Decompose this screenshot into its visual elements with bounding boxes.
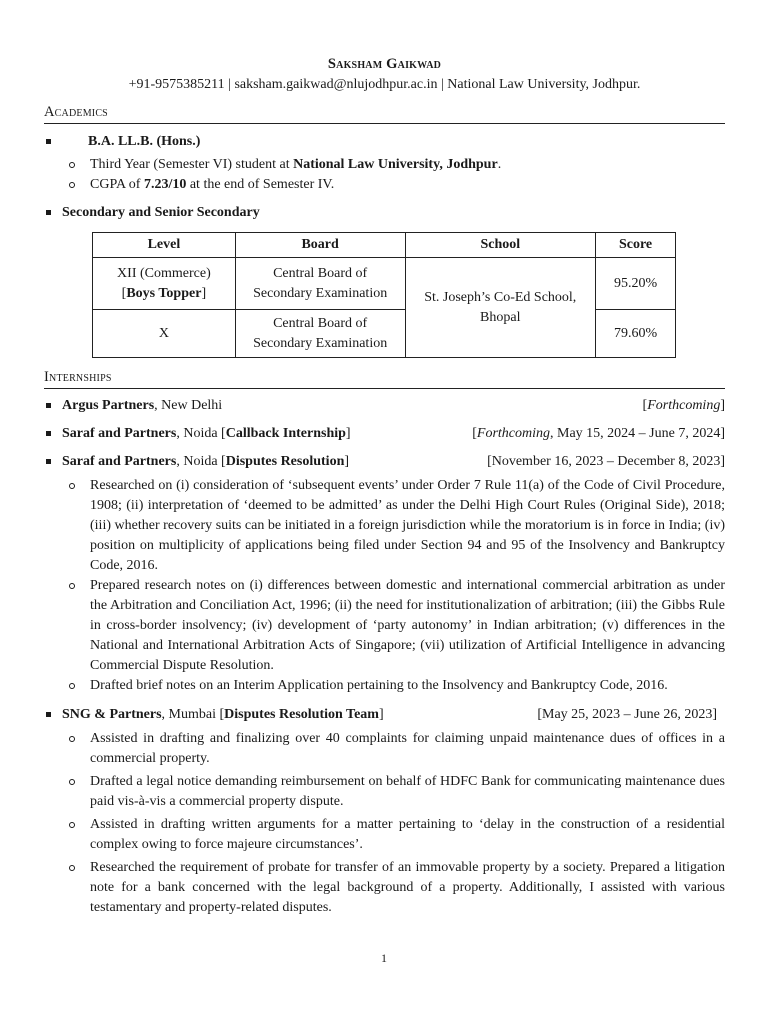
candidate-name: Saksham Gaikwad	[327, 56, 442, 72]
internship-date: [May 25, 2023 – June 26, 2023]	[537, 707, 717, 722]
table-row	[93, 258, 676, 310]
score-cell: 95.20%	[596, 258, 676, 310]
degree-item	[44, 132, 725, 152]
degree-detail-cgpa: CGPA of 7.23/10 at the end of Semester IV.	[44, 175, 725, 195]
score-cell: 79.60%	[596, 310, 676, 358]
table-header-row	[93, 233, 676, 258]
internship-sng: SNG & Partners, Mumbai [Disputes Resolution Team] [May 25, 2023 – June 26, 2023]	[44, 705, 725, 725]
internship-saraf-disputes: Saraf and Partners, Noida [Disputes Resolution] [November 16, 2023 – December 8, 2023]	[44, 452, 725, 472]
degree-detail-year: Third Year (Semester VI) student at National Law University, Jodhpur.	[44, 155, 725, 175]
school-cell: St. Joseph’s Co-Ed School, Bhopal	[405, 258, 596, 358]
internship-saraf-callback: Saraf and Partners, Noida [Callback Internship] [Forthcoming, May 15, 2024 – June 7, 2024]	[44, 424, 725, 444]
list-item: Drafted a legal notice demanding reimbursement on behalf of HDFC Bank for communicating maintenance dues paid vis-à-vis a commercial property dispute.	[44, 772, 725, 812]
contact-line: +91-9575385211 | saksham.gaikwad@nlujodhpur.ac.in | National Law University, Jodhpur.	[128, 77, 641, 92]
table-header-cell: School	[405, 233, 596, 258]
board-cell: Central Board of Secondary Examination	[235, 258, 405, 310]
school-score-table	[92, 232, 676, 358]
internship-date: [November 16, 2023 – December 8, 2023]	[487, 454, 725, 469]
resume-page	[44, 54, 725, 918]
list-item: Assisted in drafting and finalizing over 40 complaints for claiming unpaid maintenance dues of offices in a commercial property.	[44, 729, 725, 769]
internship-date: [Forthcoming, May 15, 2024 – June 7, 2024]	[472, 426, 725, 441]
table-header-cell: Board	[235, 233, 405, 258]
degree-title: B.A. LL.B. (Hons.)	[88, 134, 201, 149]
list-item: Researched the requirement of probate for transfer of an immovable property by a society. Prepared a litigation note for a bank concerned with the legal background of a property. Additionally, I assisted with various testamentary and property-related disputes.	[44, 858, 725, 918]
internship-argus: Argus Partners, New Delhi [Forthcoming]	[44, 396, 725, 416]
level-cell: X	[93, 310, 236, 358]
page-number: 1	[381, 951, 387, 965]
list-item: Assisted in drafting written arguments for a matter pertaining to ‘delay in the construction of a residential complex owing to force majeure circumstances’.	[44, 815, 725, 855]
school-title: Secondary and Senior Secondary	[62, 205, 260, 220]
list-item: Drafted brief notes on an Interim Application pertaining to the Insolvency and Bankruptcy Code, 2016.	[44, 676, 725, 696]
table-header-cell: Score	[596, 233, 676, 258]
list-item: Prepared research notes on (i) differences between domestic and international commercial arbitration as under the Arbitration and Conciliation Act, 1996; (ii) the need for institutionalization of arbitration; (iii) the Gibbs Rule in cross-border insolvency; (iv) development of ‘party autonomy’ in Indian arbitration; (v) differences in the National and International Arbitration Acts of Singapore; (vii) utilization of Artificial Intelligence in advancing Commercial Dispute Resolution.	[44, 576, 725, 676]
board-cell: Central Board of Secondary Examination	[235, 310, 405, 358]
list-item: Researched on (i) consideration of ‘subsequent events’ under Order 7 Rule 11(a) of the Code of Civil Procedure, 1908; (ii) interpretation of ‘deemed to be admitted’ as under the Delhi High Court Rules (Original Side), 2018; (iii) whether recovery suits can be initiated in a foreign jurisdiction while the moratorium is in force in India; (iv) position on multiplicity of applications being filed under Section 94 and 95 of the Insolvency and Bankruptcy Code, 2016.	[44, 476, 725, 576]
table-header-cell: Level	[93, 233, 236, 258]
internship-date: [Forthcoming]	[642, 398, 725, 413]
section-heading-academics: Academics	[44, 103, 725, 124]
level-cell: XII (Commerce) [Boys Topper]	[93, 258, 236, 310]
section-heading-internships: Internships	[44, 368, 725, 389]
school-item	[44, 203, 725, 223]
